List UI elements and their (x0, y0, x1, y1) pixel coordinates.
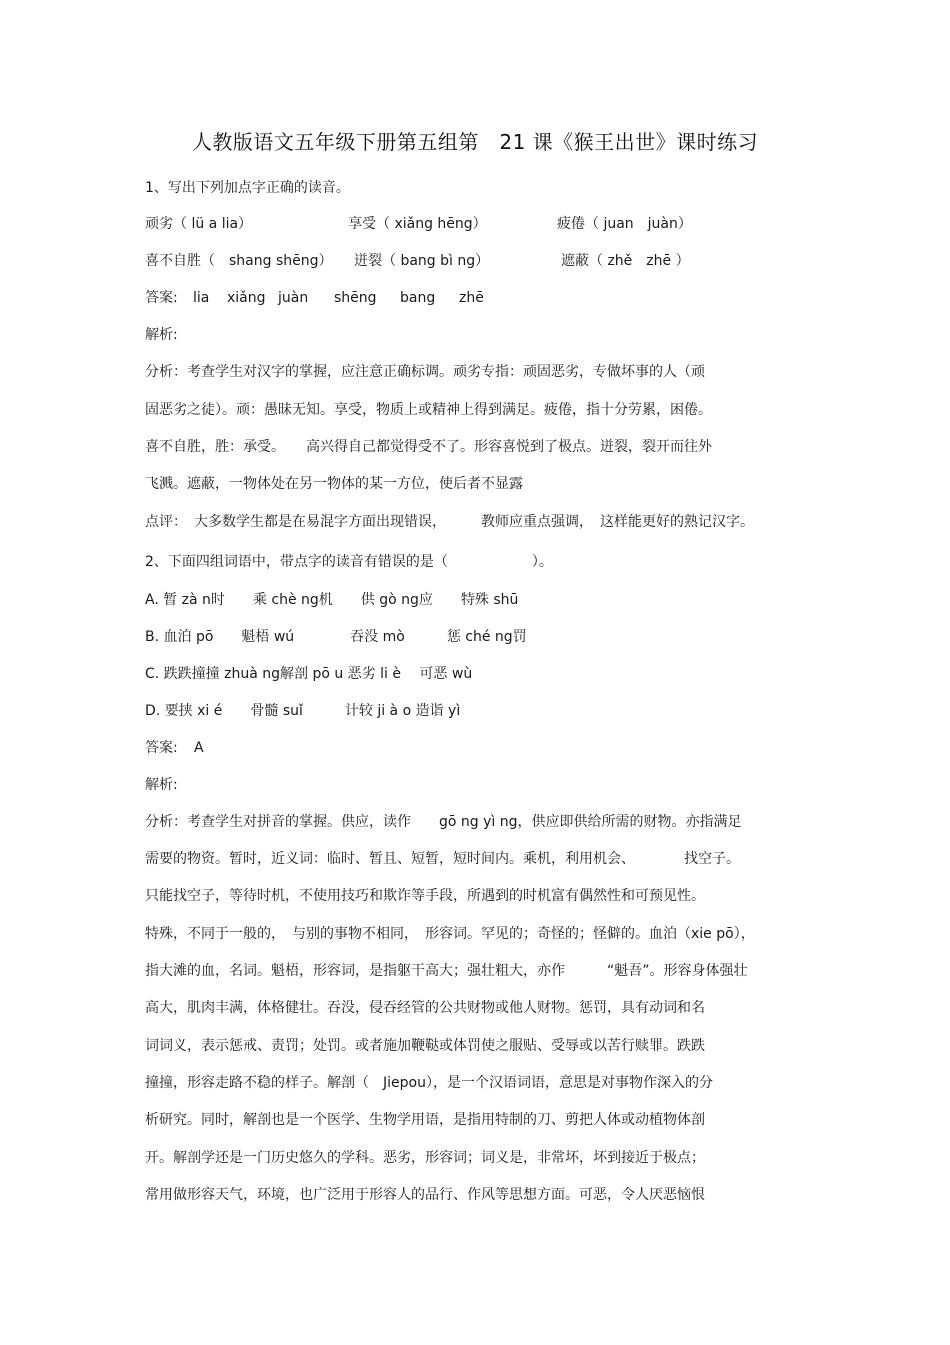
q1-analysis-line: 飞溅。遮蔽，一物体处在另一物体的某一方位，使后者不显露 (145, 476, 523, 492)
q1-answer-label: 答案: (145, 290, 178, 306)
q1-analysis-label: 解析: (145, 327, 178, 343)
q1-answer-2: xiǎng (227, 290, 266, 306)
page-title: 人教版语文五年级下册第五组第 21 课《猴王出世》课时练习 (191, 130, 759, 154)
q2-analysis-line: 常用做形容天气，环境，也广泛用于形容人的品行、作风等思想方面。可恶，令人厌恶恼恨 (145, 1187, 705, 1203)
q1-analysis-line: 固恶劣之徒）。顽：愚昧无知。享受，物质上或精神上得到满足。疲倦，指十分劳累，困倦。 (145, 402, 712, 418)
q1-item-pijuan: 疲倦（ juan juàn） (557, 216, 692, 232)
q2-option-d: D. 要挟 xi é 骨髓 suǐ 计较 ji à o 造诣 yì (145, 703, 461, 719)
q2-analysis-line: 撞撞，形容走路不稳的样子。解剖（ Jiepou），是一个汉语词语，意思是对事物作深入的分 (145, 1075, 713, 1091)
q1-answer-6: zhē (459, 290, 484, 306)
q2-analysis-line: 析研究。同时，解剖也是一个医学、生物学用语，是指用特制的刀、剪把人体或动植物体剖 (145, 1112, 705, 1128)
q1-item-wanlie: 顽劣（ lü a lia） (145, 216, 253, 232)
q2-analysis-line: 指大滩的血，名词。魁梧，形容词，是指躯干高大；强壮粗大，亦作 “魁吾”。形容身体强壮 (145, 963, 748, 979)
question-2-prompt: 2、下面四组词语中，带点字的读音有错误的是（ ）。 (145, 554, 553, 570)
q2-option-b: B. 血泊 pō 魁梧 wú 吞没 mò 惩 ché ng罚 (145, 629, 527, 645)
q2-analysis-line: 特殊，不同于一般的， 与别的事物不相同， 形容词。罕见的；奇怪的；怪僻的。血泊（xie pō）， (145, 926, 755, 942)
q2-analysis-line: 词词义，表示惩戒、责罚；处罚。或者施加鞭鞑或体罚使之服贴、受辱或以苦行赎罪。跌跌 (145, 1038, 705, 1054)
q1-comment: 点评： 大多数学生都是在易混字方面出现错误， 教师应重点强调， 这样能更好的熟记汉字。 (145, 514, 754, 530)
q2-option-c: C. 跌跌撞撞 zhuà ng解剖 pō u 恶劣 li è 可恶 wù (145, 666, 473, 682)
q1-answer-4: shēng (334, 290, 377, 306)
q1-item-zhebi: 遮蔽（ zhě zhē ） (561, 253, 690, 269)
q1-analysis-line: 分析：考查学生对汉字的掌握，应注意正确标调。顽劣专指：顽固恶劣，专做坏事的人（顽 (145, 364, 705, 380)
q1-item-bengli: 迸裂（ bang bì ng） (354, 253, 490, 269)
q2-analysis-label: 解析: (145, 777, 178, 793)
q2-analysis-line: 开。解剖学还是一门历史悠久的学科。恶劣，形容词；词义是，非常坏，坏到接近于极点； (145, 1150, 705, 1166)
q1-answer-3: juàn (278, 290, 309, 306)
q2-analysis-line: 高大，肌肉丰满，体格健壮。吞没，侵吞经管的公共财物或他人财物。惩罚，具有动词和名 (145, 1000, 705, 1016)
q2-answer-label: 答案: (145, 740, 178, 756)
q1-item-xiangshou: 享受（ xiǎng hēng） (348, 216, 487, 232)
q1-analysis-line: 喜不自胜，胜：承受。 高兴得自己都觉得受不了。形容喜悦到了极点。迸裂，裂开而往外 (145, 439, 712, 455)
q1-answer-1: lia (193, 290, 210, 306)
q2-analysis-line: 分析：考查学生对拼音的掌握。供应，读作 gō ng yì ng，供应即供给所需的财物。亦指满足 (145, 814, 742, 830)
q2-analysis-line: 需要的物资。暂时，近义词：临时、暂且、短暂，短时间内。乘机，利用机会、 找空子。 (145, 851, 740, 867)
q1-answer-5: bang (400, 290, 436, 306)
question-1-prompt: 1、写出下列加点字正确的读音。 (145, 180, 350, 196)
q2-answer-value: A (194, 740, 204, 756)
q1-item-xibuzisheng: 喜不自胜（ shang shēng） (145, 253, 333, 269)
q2-analysis-line: 只能找空子，等待时机，不使用技巧和欺诈等手段，所遇到的时机富有偶然性和可预见性。 (145, 888, 705, 904)
q2-option-a: A. 暂 zà n时 乘 chè ng机 供 gò ng应 特殊 shū (145, 592, 519, 608)
